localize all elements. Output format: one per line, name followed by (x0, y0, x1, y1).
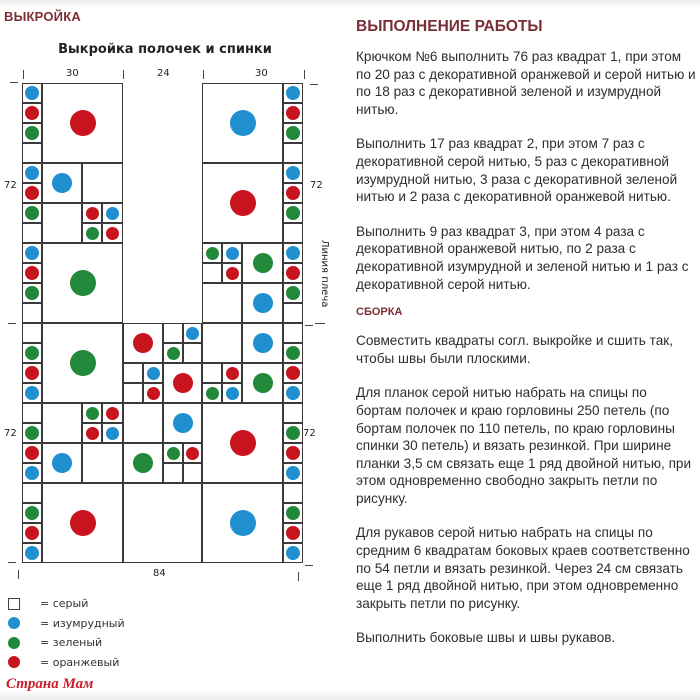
orange-circle-icon (226, 267, 239, 280)
small-square (22, 423, 42, 443)
tick-mark (8, 323, 16, 324)
small-square (82, 203, 102, 223)
medium-square (163, 403, 202, 443)
medium-square (202, 283, 242, 323)
small-square (283, 363, 303, 383)
small-square (222, 383, 242, 403)
dim-top-right-width: 30 (255, 68, 268, 79)
medium-square (82, 163, 123, 203)
legend-label: = зеленый (40, 636, 103, 650)
medium-square (242, 243, 283, 283)
medium-square (242, 323, 283, 363)
orange-circle-icon (70, 110, 96, 136)
big-square (42, 243, 123, 323)
small-square (283, 183, 303, 203)
medium-square (123, 403, 163, 443)
legend-label: = серый (40, 597, 89, 611)
small-square (22, 303, 42, 323)
orange-circle-icon (226, 367, 239, 380)
small-square (102, 223, 123, 243)
medium-square (82, 443, 123, 483)
small-square (283, 483, 303, 503)
emerald-circle-icon (253, 293, 273, 313)
tick-mark (10, 82, 18, 83)
small-square (143, 383, 163, 403)
small-square (283, 343, 303, 363)
small-square (163, 323, 183, 343)
emerald-circle-icon (286, 86, 300, 100)
small-square (283, 383, 303, 403)
orange-circle-icon (25, 446, 39, 460)
green-circle-icon (133, 453, 153, 473)
green-circle-icon (206, 387, 219, 400)
small-square (102, 423, 123, 443)
small-square (22, 283, 42, 303)
dim-top-left-width: 30 (66, 68, 79, 79)
emerald-circle-icon (25, 166, 39, 180)
big-square (202, 163, 283, 243)
orange-circle-icon (25, 186, 39, 200)
green-circle-icon (167, 447, 180, 460)
small-square (283, 283, 303, 303)
small-square (283, 303, 303, 323)
orange-circle-icon (86, 427, 99, 440)
dim-left-lower-height: 72 (4, 428, 17, 439)
legend-label: = изумрудный (40, 616, 125, 630)
small-square (22, 463, 42, 483)
small-square (82, 423, 102, 443)
bottom-shadow-bar (0, 692, 700, 700)
dim-bottom-width: 84 (153, 568, 166, 579)
green-circle-icon (286, 206, 300, 220)
small-square (22, 263, 42, 283)
orange-circle-icon (25, 366, 39, 380)
small-square (222, 243, 242, 263)
tick-mark (123, 70, 124, 79)
orange-circle-icon (286, 366, 300, 380)
small-square (283, 543, 303, 563)
small-square (202, 263, 222, 283)
emerald-circle-icon (25, 86, 39, 100)
small-square (183, 323, 202, 343)
small-square (102, 403, 123, 423)
legend-item-grey (8, 594, 125, 614)
emerald-circle-icon (25, 466, 39, 480)
orange-circle-icon (25, 266, 39, 280)
small-square (283, 163, 303, 183)
legend-item-emerald (8, 614, 125, 634)
big-square (42, 83, 123, 163)
green-circle-icon (25, 506, 39, 520)
small-square (202, 383, 222, 403)
orange-circle-icon (230, 190, 256, 216)
orange-circle-icon (147, 387, 160, 400)
small-square (22, 503, 42, 523)
emerald-circle-icon (186, 327, 199, 340)
instruction-paragraph: Выполнить 17 раз квадрат 2, при этом 7 раз с декоративной серой нитью, 5 раз с декоративной изумрудной нитью, 3 раза с декоративной зеленой нитью и 2 раза с декоративной оранжевой нитью. (356, 136, 678, 205)
medium-square (42, 163, 82, 203)
emerald-circle-icon (25, 246, 39, 260)
green-circle-icon (86, 407, 99, 420)
small-square (22, 323, 42, 343)
medium-square (242, 363, 283, 403)
legend (8, 594, 125, 672)
small-square (22, 543, 42, 563)
orange-circle-icon (8, 656, 20, 668)
emerald-circle-icon (286, 466, 300, 480)
assembly-paragraph: Совместить квадраты согл. выкройке и сшить так, чтобы швы были плоскими. (356, 333, 674, 366)
small-square (283, 523, 303, 543)
small-square (283, 403, 303, 423)
small-square (163, 343, 183, 363)
pattern-section-title: ВЫКРОЙКА (4, 9, 81, 24)
dim-right-upper-height: 72 (310, 180, 323, 191)
orange-circle-icon (106, 227, 119, 240)
big-square (42, 323, 123, 403)
instruction-paragraph: Выполнить 9 раз квадрат 3, при этом 4 раза с декоративной оранжевой нитью, по 2 раза с декоративной изумрудной и зеленой нитью и 1 раз с декоративной серой нитью. (356, 223, 689, 292)
small-square (22, 223, 42, 243)
orange-circle-icon (86, 207, 99, 220)
orange-circle-icon (70, 510, 96, 536)
small-square (283, 103, 303, 123)
emerald-circle-icon (286, 386, 300, 400)
small-square (22, 243, 42, 263)
assembly-title: СБОРКА (356, 306, 403, 319)
medium-square (42, 403, 82, 443)
big-square (42, 483, 123, 563)
green-circle-icon (253, 253, 273, 273)
green-circle-icon (25, 286, 39, 300)
emerald-circle-icon (173, 413, 193, 433)
medium-square (123, 323, 163, 363)
diagram-title: Выкройка полочек и спинки (58, 42, 272, 57)
legend-label: = оранжевый (40, 655, 120, 669)
small-square (143, 363, 163, 383)
green-circle-icon (286, 506, 300, 520)
tick-mark (298, 572, 299, 581)
medium-square (242, 283, 283, 323)
tick-mark (203, 70, 204, 79)
green-circle-icon (25, 346, 39, 360)
small-square (82, 403, 102, 423)
assembly-paragraph: Для планок серой нитью набрать на спицы по бортам полочек и краю горловины 250 петель (по бортам полочек по 110 петель, по краю горловины спинки 30 петель) и вязать резинкой. При ширине планки 3,5 см связать еще 1 ряд двойной нитью, при этом одновременно свободно закрыть петли по рисунку. (356, 385, 692, 506)
dim-left-upper-height: 72 (4, 180, 17, 191)
emerald-circle-icon (52, 173, 72, 193)
tick-mark (18, 570, 19, 579)
small-square (202, 363, 222, 383)
small-square (22, 403, 42, 423)
orange-circle-icon (133, 333, 153, 353)
small-square (183, 443, 202, 463)
small-square (283, 243, 303, 263)
small-square (222, 263, 242, 283)
orange-circle-icon (25, 106, 39, 120)
instructions-title: ВЫПОЛНЕНИЕ РАБОТЫ (356, 18, 543, 35)
small-square (283, 443, 303, 463)
small-square (123, 383, 143, 403)
small-square (22, 123, 42, 143)
emerald-circle-icon (253, 333, 273, 353)
green-circle-icon (8, 637, 20, 649)
big-square (202, 83, 283, 163)
small-square (22, 103, 42, 123)
small-square (283, 83, 303, 103)
small-square (22, 483, 42, 503)
small-square (22, 343, 42, 363)
grey-square-icon (8, 598, 20, 610)
small-square (22, 523, 42, 543)
emerald-circle-icon (286, 246, 300, 260)
medium-square (42, 443, 82, 483)
small-square (123, 363, 143, 383)
emerald-circle-icon (286, 546, 300, 560)
emerald-circle-icon (230, 510, 256, 536)
small-square (22, 383, 42, 403)
small-square (183, 343, 202, 363)
orange-circle-icon (106, 407, 119, 420)
green-circle-icon (167, 347, 180, 360)
green-circle-icon (70, 270, 96, 296)
emerald-circle-icon (8, 617, 20, 629)
tick-mark (305, 565, 313, 566)
tick-mark (304, 70, 305, 79)
big-square (202, 483, 283, 563)
small-square (102, 203, 123, 223)
small-square (202, 243, 222, 263)
small-square (283, 143, 303, 163)
green-circle-icon (286, 346, 300, 360)
green-circle-icon (25, 206, 39, 220)
small-square (222, 363, 242, 383)
orange-circle-icon (286, 266, 300, 280)
emerald-circle-icon (106, 207, 119, 220)
medium-square (123, 443, 163, 483)
orange-circle-icon (286, 106, 300, 120)
tick-mark (305, 325, 313, 326)
small-square (283, 223, 303, 243)
emerald-circle-icon (106, 427, 119, 440)
emerald-circle-icon (25, 386, 39, 400)
small-square (283, 203, 303, 223)
small-square (283, 123, 303, 143)
watermark-logo: Страна Мам (6, 676, 94, 692)
small-square (283, 463, 303, 483)
small-square (22, 143, 42, 163)
legend-item-green (8, 633, 125, 653)
tick-mark (310, 84, 318, 85)
small-square (283, 423, 303, 443)
green-circle-icon (286, 286, 300, 300)
small-square (22, 83, 42, 103)
medium-square (163, 363, 202, 403)
medium-square (202, 323, 242, 363)
orange-circle-icon (286, 446, 300, 460)
green-circle-icon (25, 426, 39, 440)
small-square (283, 263, 303, 283)
dim-neck-width: 24 (157, 68, 170, 79)
dim-right-lower-height: 72 (303, 428, 316, 439)
small-square (183, 463, 202, 483)
small-square (163, 463, 183, 483)
emerald-circle-icon (230, 110, 256, 136)
green-circle-icon (206, 247, 219, 260)
small-square (283, 323, 303, 343)
small-square (22, 183, 42, 203)
emerald-circle-icon (52, 453, 72, 473)
small-square (283, 503, 303, 523)
orange-circle-icon (186, 447, 199, 460)
shoulder-line-arrow-icon (315, 323, 325, 324)
tick-mark (23, 70, 24, 79)
instructions-column (356, 18, 696, 664)
green-circle-icon (286, 426, 300, 440)
emerald-circle-icon (147, 367, 160, 380)
instruction-paragraph: Крючком №6 выполнить 76 раз квадрат 1, при этом по 20 раз с декоративной оранжевой и серой нитью и по 18 раз с декоративной зеленой и изумрудной нитью. (356, 49, 696, 117)
orange-circle-icon (230, 430, 256, 456)
green-circle-icon (70, 350, 96, 376)
assembly-paragraph: Для рукавов серой нитью набрать на спицы по средним 6 квадратам боковых краев соответственно по 54 петли и вязать резинкой. Через 24 см связать еще 1 ряд двойной нитью, при этом одновременно закрыть петли по рисунку. (356, 525, 690, 611)
medium-square (42, 203, 82, 243)
orange-circle-icon (173, 373, 193, 393)
pattern-diagram (0, 0, 340, 600)
assembly-paragraph: Выполнить боковые швы и швы рукавов. (356, 630, 616, 646)
green-circle-icon (86, 227, 99, 240)
green-circle-icon (253, 373, 273, 393)
big-square (202, 403, 283, 483)
shoulder-line-label: Линия плеча (319, 240, 330, 308)
green-circle-icon (286, 126, 300, 140)
small-square (22, 203, 42, 223)
small-square (163, 443, 183, 463)
emerald-circle-icon (25, 546, 39, 560)
orange-circle-icon (286, 186, 300, 200)
orange-circle-icon (286, 526, 300, 540)
small-square (82, 223, 102, 243)
legend-item-orange (8, 653, 125, 673)
big-square (123, 483, 202, 563)
small-square (22, 363, 42, 383)
orange-circle-icon (25, 526, 39, 540)
emerald-circle-icon (226, 247, 239, 260)
emerald-circle-icon (286, 166, 300, 180)
small-square (22, 163, 42, 183)
small-square (22, 443, 42, 463)
emerald-circle-icon (226, 387, 239, 400)
green-circle-icon (25, 126, 39, 140)
tick-mark (8, 562, 16, 563)
